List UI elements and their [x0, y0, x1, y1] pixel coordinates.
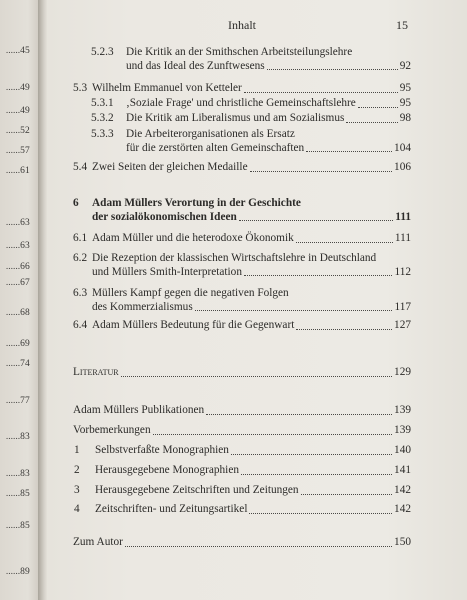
toc-entry-title: und das Ideal des Zunftwesens — [126, 59, 265, 72]
leader-dots — [249, 512, 392, 514]
toc-entry-title: Die Arbeiterorganisationen als Ersatz — [126, 128, 295, 140]
toc-entry-title: Herausgegebene Zeitschriften und Zeitungen — [95, 484, 299, 496]
facing-page-number: ...... 85 — [0, 521, 30, 531]
facing-page-number: ...... 49 — [0, 106, 30, 116]
toc-entry-title: Herausgegebene Monographien — [95, 464, 239, 476]
toc-entry-title: Adam Müller und die heterodoxe Ökonomik — [92, 232, 294, 244]
toc-entry-page: 127 — [394, 319, 411, 331]
facing-page-number: ...... 74 — [0, 359, 30, 369]
toc-entry-title: Die Rezeption der klassischen Wirtschaftslehre in Deutschland — [92, 252, 377, 264]
leader-dots — [267, 68, 398, 70]
toc-entry-number: 6.4 — [73, 319, 88, 331]
toc-entry-page: 98 — [399, 112, 411, 124]
toc-entry-page: 129 — [394, 366, 411, 378]
toc-entry-number: 5.3.1 — [91, 97, 114, 109]
toc-entry-number: 5.4 — [73, 161, 88, 173]
facing-page-number: ...... 57 — [0, 146, 30, 156]
toc-entry-number: 5.3.3 — [91, 128, 114, 140]
toc-entry-page: 150 — [394, 536, 411, 548]
toc-entry-page: 141 — [394, 464, 411, 476]
toc-entry-title: Zwei Seiten der gleichen Medaille — [92, 161, 248, 173]
toc-entry-page: 111 — [394, 232, 411, 244]
toc-entry-title: der sozialökonomischen Ideen — [92, 210, 237, 223]
leader-dots — [244, 274, 392, 276]
facing-page-number: ...... 83 — [0, 432, 30, 442]
facing-page-edge — [0, 0, 40, 600]
toc-entry-page: 142 — [394, 503, 411, 515]
facing-page-number: ...... 66 — [0, 262, 30, 272]
toc-entry-title: Adam Müllers Publikationen — [73, 404, 205, 416]
toc-entry-number: 1 — [74, 444, 80, 456]
leader-dots — [306, 150, 392, 152]
toc-entry-title: Die Kritik an der Smithschen Arbeitsteilungslehre — [126, 46, 353, 58]
toc-entry-page: 95 — [399, 82, 411, 94]
toc-entry-title: Adam Müllers Verortung in der Geschichte — [92, 197, 301, 209]
facing-page-number: ...... 77 — [0, 396, 30, 406]
toc-entry-page: 92 — [399, 59, 411, 72]
toc-entry-title: für die zerstörten alten Gemeinschaften — [126, 141, 305, 154]
leader-dots — [231, 453, 392, 455]
facing-page-number: ...... 67 — [0, 278, 30, 288]
toc-entry-title: des Kommerzialismus — [92, 300, 193, 313]
toc-entry-page: 142 — [394, 484, 411, 496]
toc-entry-page: 112 — [394, 265, 411, 278]
facing-page-number: ...... 52 — [0, 126, 30, 136]
toc-entry-title: Literatur — [73, 366, 119, 378]
toc-entry-title: Adam Müllers Bedeutung für die Gegenwart — [92, 319, 295, 331]
toc-entry-page: 95 — [399, 97, 411, 109]
leader-dots — [301, 493, 392, 495]
toc-entry-number: 5.2.3 — [91, 46, 114, 58]
leader-dots — [346, 121, 397, 123]
toc-entry-title: Zum Autor — [73, 536, 123, 548]
toc-entry-number: 6.3 — [73, 287, 88, 299]
facing-page-number: ...... 85 — [0, 489, 30, 499]
toc-entry-number: 5.3 — [73, 82, 88, 94]
toc-entry-number: 6 — [73, 197, 79, 209]
facing-page-number: ...... 69 — [0, 339, 30, 349]
toc-entry-title: Vorbemerkungen — [73, 424, 151, 436]
toc-entry — [73, 536, 411, 550]
toc-entry-title: Wilhelm Emmanuel von Ketteler — [92, 82, 242, 94]
leader-dots — [125, 545, 392, 547]
toc-entry — [73, 404, 411, 418]
leader-dots — [241, 473, 392, 475]
toc-entry-page: 111 — [395, 210, 411, 223]
toc-entry-title: Müllers Kampf gegen die negativen Folgen — [92, 287, 289, 299]
facing-page-number: ...... 63 — [0, 241, 30, 251]
leader-dots — [153, 433, 392, 435]
toc-entry-number: 6.1 — [73, 232, 88, 244]
leader-dots — [358, 106, 398, 108]
facing-page-number: ...... 61 — [0, 166, 30, 176]
leader-dots — [296, 241, 393, 243]
leader-dots — [121, 375, 392, 377]
facing-page-number: ...... 49 — [0, 83, 30, 93]
toc-entry-number: 2 — [74, 464, 80, 476]
toc-entry-title: Zeitschriften- und Zeitungsartikel — [95, 503, 248, 515]
toc-entry-number: 5.3.2 — [91, 112, 114, 124]
toc-entry-title: ‚Soziale Frage' und christliche Gemeinschaftslehre — [126, 97, 356, 109]
toc-page — [48, 0, 467, 600]
toc-entry-number: 6.2 — [73, 252, 88, 264]
facing-page-number: ...... 63 — [0, 218, 30, 228]
facing-page-number: ...... 83 — [0, 469, 30, 479]
toc-entry-title: Selbstverfaßte Monographien — [95, 444, 229, 456]
toc-entry-page: 140 — [394, 444, 411, 456]
leader-dots — [250, 170, 392, 172]
toc-entry-page: 139 — [394, 404, 411, 416]
toc-entry-number: 4 — [74, 503, 80, 515]
facing-page-number: ...... 89 — [0, 567, 30, 577]
toc-entry-number: 3 — [74, 484, 80, 496]
toc-entry-page: 117 — [394, 300, 411, 313]
toc-entry — [73, 424, 411, 438]
toc-entry-page: 104 — [394, 141, 411, 154]
leader-dots — [195, 309, 393, 311]
leader-dots — [239, 219, 394, 221]
leader-dots — [244, 91, 398, 93]
running-header — [48, 18, 467, 34]
facing-page-number: ...... 45 — [0, 46, 30, 56]
facing-page-number: ...... 68 — [0, 308, 30, 318]
leader-dots — [296, 328, 392, 330]
running-header-page-number: 15 — [396, 18, 408, 32]
toc-entry-title: und Müllers Smith-Interpretation — [92, 265, 242, 278]
leader-dots — [206, 413, 392, 415]
toc-entry-page: 106 — [394, 161, 411, 173]
toc-entry — [73, 366, 411, 380]
toc-entry-page: 139 — [394, 424, 411, 436]
book-gutter — [38, 0, 48, 600]
running-header-title: Inhalt — [228, 18, 256, 32]
toc-entry-title: Die Kritik am Liberalismus und am Sozialismus — [126, 112, 345, 124]
